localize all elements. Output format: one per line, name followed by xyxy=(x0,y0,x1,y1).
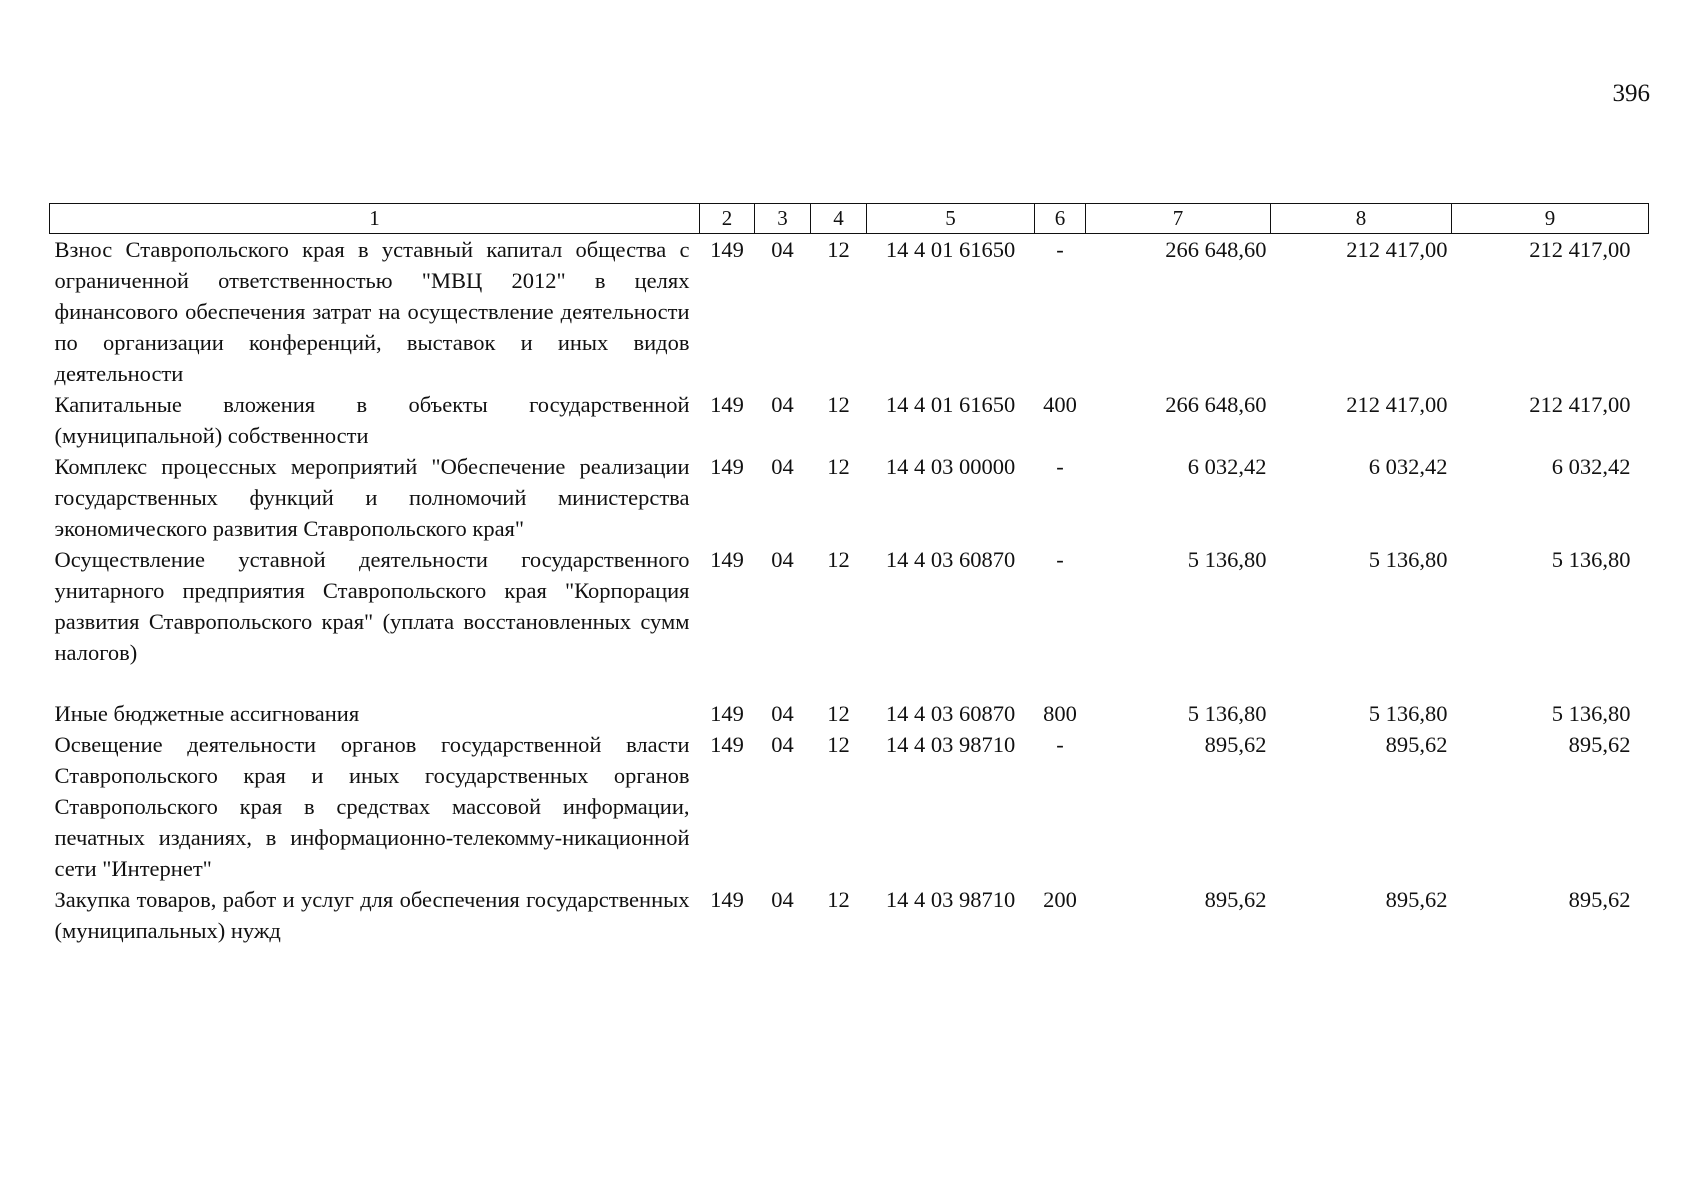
target-article-cell: 14 4 01 61650 xyxy=(885,237,1016,262)
table-row xyxy=(50,389,1649,451)
page-number: 396 xyxy=(1612,80,1650,107)
amount-cell: 5 136,80 xyxy=(1368,547,1448,572)
code-cell: 149 xyxy=(710,887,744,912)
subsection-cell: 12 xyxy=(827,237,850,262)
target-article-cell: 14 4 01 61650 xyxy=(885,392,1016,417)
code-cell: 149 xyxy=(710,237,744,262)
amount-cell: 5 136,80 xyxy=(1187,701,1267,726)
amount-cell: 212 417,00 xyxy=(1529,237,1631,262)
column-header: 9 xyxy=(1452,204,1649,234)
section-cell: 04 xyxy=(771,237,794,262)
expense-type-cell: - xyxy=(1056,454,1064,479)
amount-cell: 5 136,80 xyxy=(1551,547,1631,572)
subsection-cell: 12 xyxy=(827,392,850,417)
budget-table xyxy=(49,203,1649,946)
expense-type-cell: 400 xyxy=(1043,392,1077,417)
item-name-cell: Закупка товаров, работ и услуг для обеспечения государственных (муниципальных) нужд xyxy=(54,887,690,943)
target-article-cell: 14 4 03 60870 xyxy=(885,547,1016,572)
amount-cell: 6 032,42 xyxy=(1187,454,1267,479)
column-number-header-row xyxy=(50,204,1649,234)
amount-cell: 895,62 xyxy=(1385,732,1448,757)
target-article-cell: 14 4 03 98710 xyxy=(885,887,1016,912)
amount-cell: 266 648,60 xyxy=(1165,392,1267,417)
section-cell: 04 xyxy=(771,887,794,912)
code-cell: 149 xyxy=(710,547,744,572)
expense-type-cell: 200 xyxy=(1043,887,1077,912)
amount-cell: 895,62 xyxy=(1204,732,1267,757)
subsection-cell: 12 xyxy=(827,887,850,912)
table-row xyxy=(50,234,1649,390)
column-header: 8 xyxy=(1271,204,1452,234)
column-header: 5 xyxy=(867,204,1035,234)
item-name-cell: Капитальные вложения в объекты государственной (муниципальной) собственности xyxy=(54,392,690,448)
expense-type-cell: 800 xyxy=(1043,701,1077,726)
code-cell: 149 xyxy=(710,392,744,417)
code-cell: 149 xyxy=(710,454,744,479)
table-row xyxy=(50,698,1649,729)
section-cell: 04 xyxy=(771,454,794,479)
expense-type-cell: - xyxy=(1056,237,1064,262)
amount-cell: 6 032,42 xyxy=(1368,454,1448,479)
subsection-cell: 12 xyxy=(827,701,850,726)
table-row xyxy=(50,884,1649,946)
empty-cell xyxy=(50,668,1649,698)
item-name-cell: Иные бюджетные ассигнования xyxy=(54,701,360,726)
section-cell: 04 xyxy=(771,547,794,572)
amount-cell: 895,62 xyxy=(1204,887,1267,912)
section-cell: 04 xyxy=(771,701,794,726)
item-name-cell: Взнос Ставропольского края в уставный капитал общества с ограниченной ответственностью "МВЦ 2012" в целях финансового обеспечения затрат на осуществление деятельности по организации конференций, выставок и иных видов деятельности xyxy=(54,237,690,386)
amount-cell: 895,62 xyxy=(1385,887,1448,912)
subsection-cell: 12 xyxy=(827,547,850,572)
section-cell: 04 xyxy=(771,732,794,757)
column-header: 3 xyxy=(755,204,811,234)
amount-cell: 266 648,60 xyxy=(1165,237,1267,262)
table-row xyxy=(50,729,1649,884)
column-header: 1 xyxy=(50,204,700,234)
table-row xyxy=(50,544,1649,668)
target-article-cell: 14 4 03 98710 xyxy=(885,732,1016,757)
amount-cell: 895,62 xyxy=(1568,732,1631,757)
column-header: 7 xyxy=(1086,204,1271,234)
code-cell: 149 xyxy=(710,701,744,726)
code-cell: 149 xyxy=(710,732,744,757)
item-name-cell: Осуществление уставной деятельности государственного унитарного предприятия Ставропольского края "Корпорация развития Ставропольского края" (уплата восстановленных сумм налогов) xyxy=(54,547,690,665)
amount-cell: 212 417,00 xyxy=(1346,237,1448,262)
target-article-cell: 14 4 03 60870 xyxy=(885,701,1016,726)
expense-type-cell: - xyxy=(1056,547,1064,572)
amount-cell: 6 032,42 xyxy=(1551,454,1631,479)
target-article-cell: 14 4 03 00000 xyxy=(885,454,1016,479)
subsection-cell: 12 xyxy=(827,732,850,757)
column-header: 2 xyxy=(700,204,755,234)
section-cell: 04 xyxy=(771,392,794,417)
amount-cell: 5 136,80 xyxy=(1187,547,1267,572)
amount-cell: 212 417,00 xyxy=(1529,392,1631,417)
amount-cell: 895,62 xyxy=(1568,887,1631,912)
row-spacer xyxy=(50,668,1649,698)
column-header: 4 xyxy=(811,204,867,234)
item-name-cell: Освещение деятельности органов государственной власти Ставропольского края и иных государственных органов Ставропольского края в средствах массовой информации, печатных изданиях, в информационно-телекомму-никационной сети "Интернет" xyxy=(54,732,690,881)
amount-cell: 5 136,80 xyxy=(1551,701,1631,726)
amount-cell: 5 136,80 xyxy=(1368,701,1448,726)
item-name-cell: Комплекс процессных мероприятий "Обеспечение реализации государственных функций и полномочий министерства экономического развития Ставропольского края" xyxy=(54,454,690,541)
table-row xyxy=(50,451,1649,544)
amount-cell: 212 417,00 xyxy=(1346,392,1448,417)
column-header: 6 xyxy=(1035,204,1086,234)
subsection-cell: 12 xyxy=(827,454,850,479)
expense-type-cell: - xyxy=(1056,732,1064,757)
